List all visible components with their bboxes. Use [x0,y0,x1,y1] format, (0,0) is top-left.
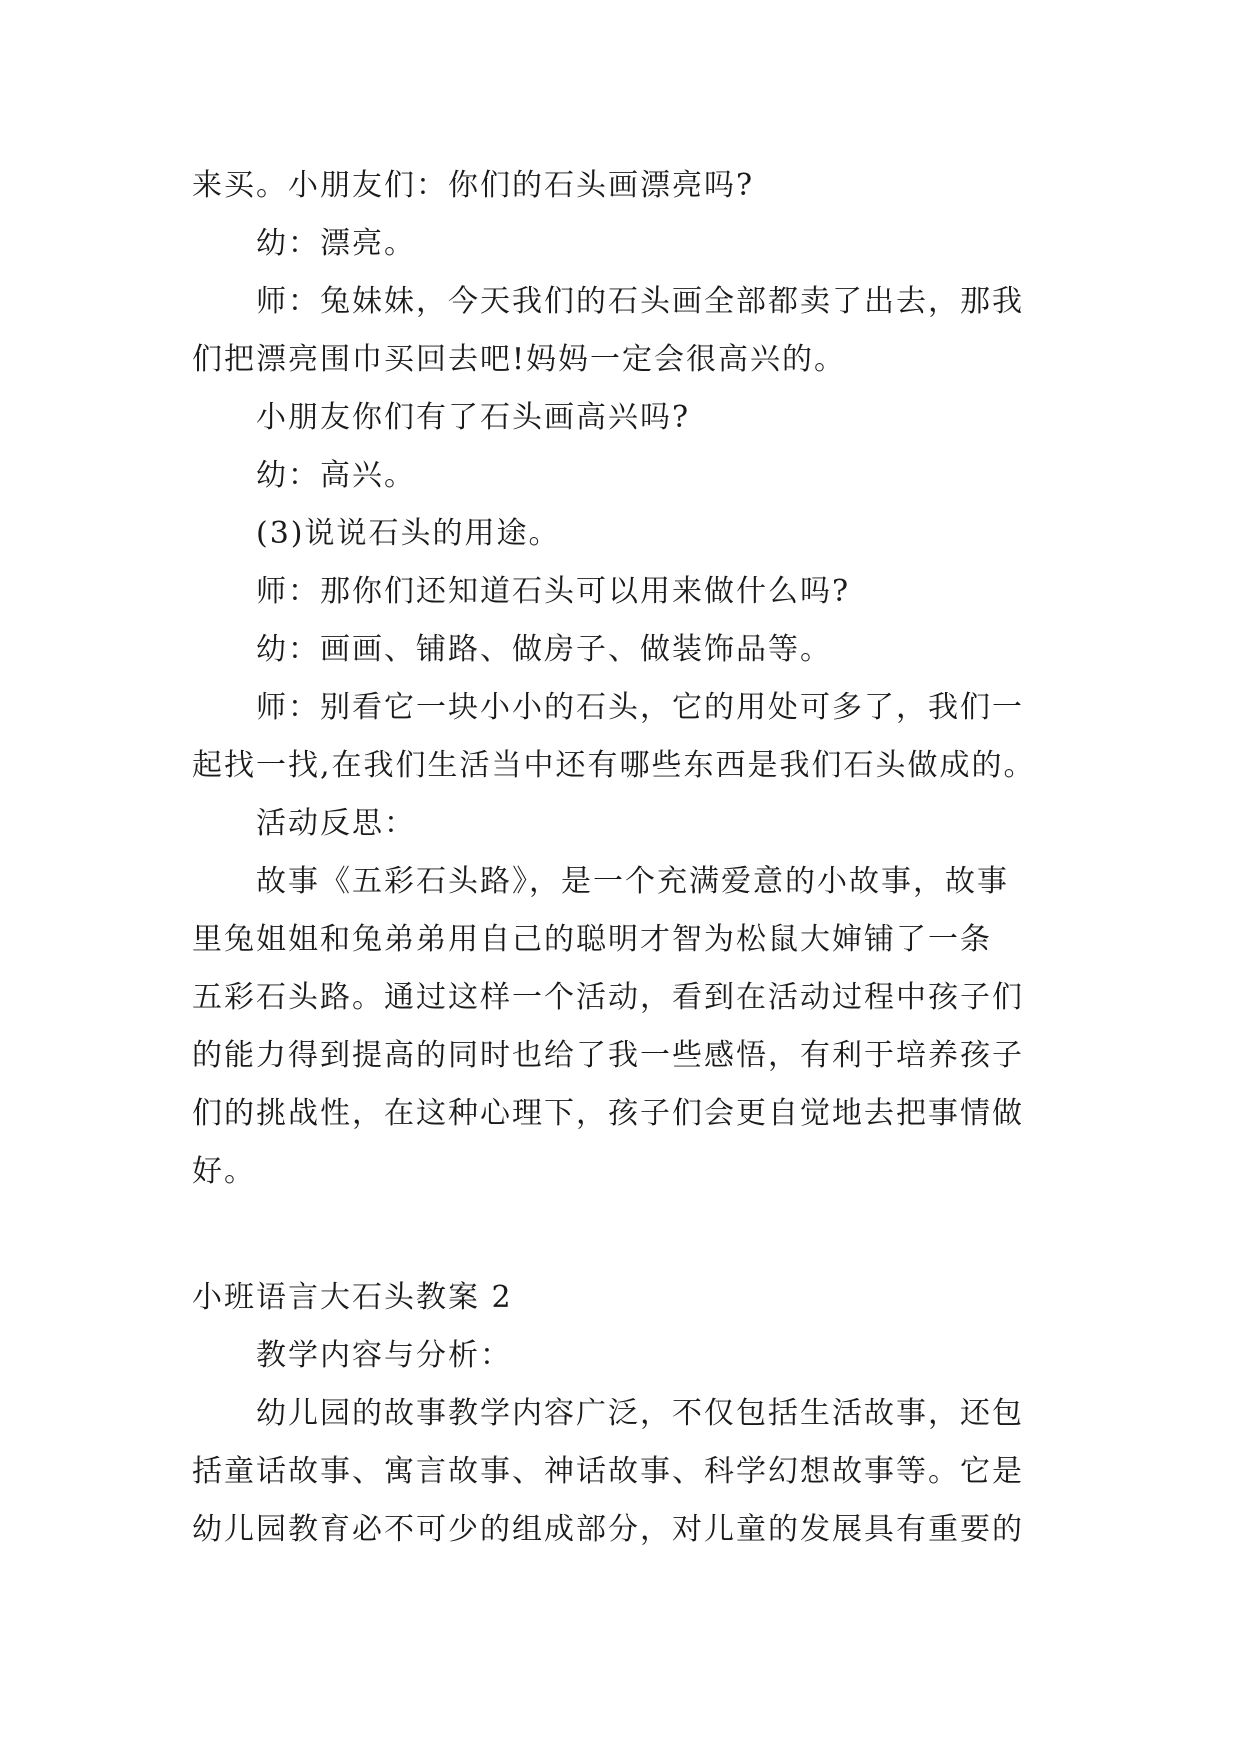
text-line: 幼：漂亮。 [256,226,416,261]
text-line: 五彩石头路。通过这样一个活动，看到在活动过程中孩子们 [192,980,1024,1015]
text-line: 师：别看它一块小小的石头，它的用处可多了，我们一 [256,690,1024,725]
section-heading: 教学内容与分析： [256,1338,512,1373]
text-line: 幼儿园教育必不可少的组成部分，对儿童的发展具有重要的 [192,1512,1024,1547]
text-line: 们的挑战性，在这种心理下，孩子们会更自觉地去把事情做 [192,1096,1024,1131]
text-line: 幼：高兴。 [256,458,416,493]
text-line: 幼儿园的故事教学内容广泛，不仅包括生活故事，还包 [256,1396,1024,1431]
text-line: 幼：画画、铺路、做房子、做装饰品等。 [256,632,832,667]
text-line: 师：那你们还知道石头可以用来做什么吗? [256,574,851,609]
text-line: 起找一找,在我们生活当中还有哪些东西是我们石头做成的。 [192,748,1036,783]
document-title: 小班语言大石头教案 2 [192,1280,513,1315]
text-line: 师：兔妹妹，今天我们的石头画全部都卖了出去，那我 [256,284,1024,319]
document-body [192,157,1052,1559]
text-line: 故事《五彩石头路》，是一个充满爱意的小故事，故事 [256,864,1009,899]
text-line: 好。 [192,1154,256,1189]
section-heading: 活动反思： [256,806,416,841]
text-line: 小朋友你们有了石头画高兴吗? [256,400,691,435]
paragraph-gap [192,1201,1052,1269]
text-line: 来买。小朋友们：你们的石头画漂亮吗? [192,168,755,203]
text-line: 的能力得到提高的同时也给了我一些感悟，有利于培养孩子 [192,1038,1024,1073]
text-line: 括童话故事、寓言故事、神话故事、科学幻想故事等。它是 [192,1454,1024,1489]
text-line: 们把漂亮围巾买回去吧!妈妈一定会很高兴的。 [192,342,847,377]
text-line: (3)说说石头的用途。 [256,516,561,551]
text-line: 里兔姐姐和兔弟弟用自己的聪明才智为松鼠大婶铺了一条 [192,922,992,957]
